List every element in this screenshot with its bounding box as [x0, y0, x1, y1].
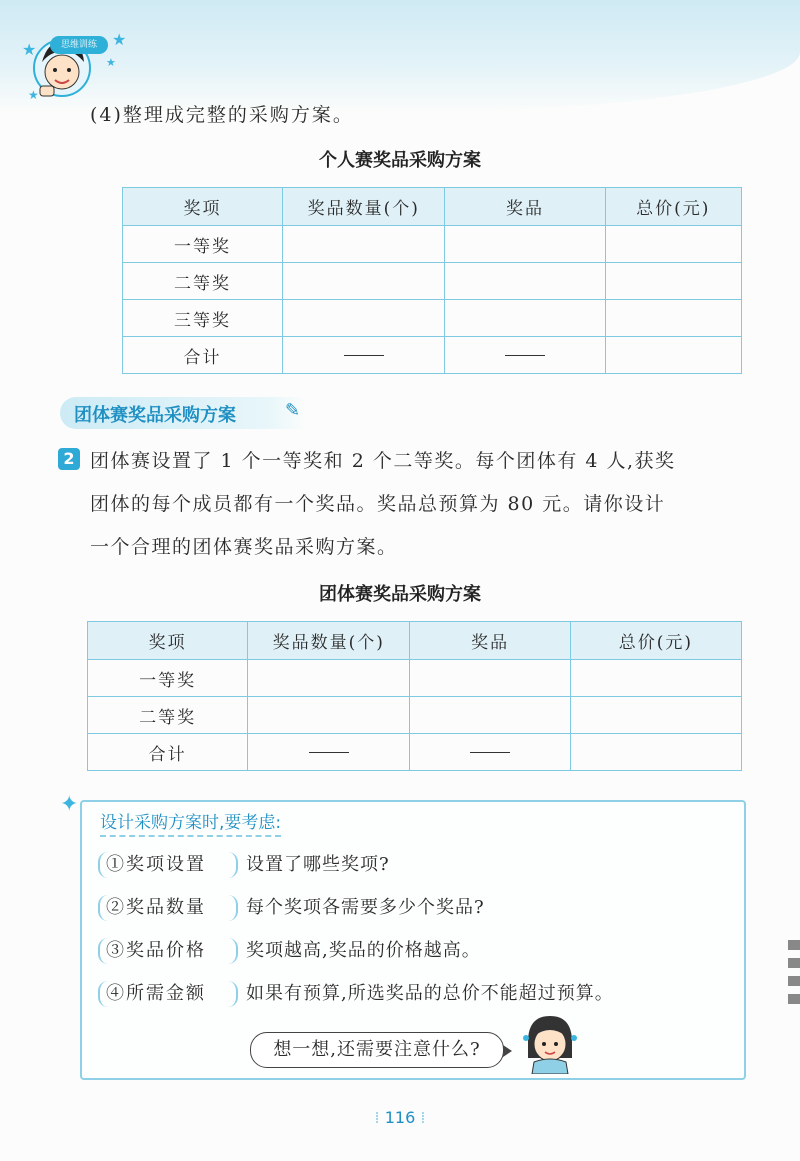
star-icon: ★: [28, 88, 39, 102]
quantity-input-cell[interactable]: [248, 697, 410, 734]
table-row: [123, 226, 742, 263]
step-text: (4)整理成完整的采购方案。: [90, 104, 354, 126]
column-header: 奖项: [88, 622, 248, 660]
question-text-line: 团体的每个成员都有一个奖品。奖品总预算为 80 元。请你设计: [90, 493, 666, 515]
award-cell: 二等奖: [123, 263, 283, 300]
total-input-cell[interactable]: [605, 263, 741, 300]
dash-line: [344, 355, 384, 356]
table-row: [88, 697, 742, 734]
column-header: 奖品数量(个): [283, 188, 445, 226]
tip-key: ①奖项设置: [98, 852, 238, 878]
tip-key: ④所需金额: [98, 981, 238, 1007]
tip-value: 如果有预算,所选奖品的总价不能超过预算。: [246, 983, 614, 1004]
prize-input-cell[interactable]: [445, 226, 605, 263]
total-input-cell[interactable]: [570, 697, 741, 734]
tip-key: ③奖品价格: [98, 938, 238, 964]
quantity-input-cell[interactable]: [283, 226, 445, 263]
column-header: 总价(元): [605, 188, 741, 226]
speech-bubble: 想一想,还需要注意什么?: [250, 1032, 504, 1068]
award-cell: 三等奖: [123, 300, 283, 337]
girl-illustration: [520, 1012, 580, 1074]
page-number-deco-icon: ⁞: [415, 1108, 426, 1127]
question-text-line: 一个合理的团体赛奖品采购方案。: [90, 536, 398, 558]
column-header: 奖品: [445, 188, 605, 226]
tip-value: 每个奖项各需要多少个奖品?: [246, 897, 485, 918]
total-input-cell[interactable]: [570, 660, 741, 697]
question-text-line: 团体赛设置了 1 个一等奖和 2 个二等奖。每个团体有 4 人,获奖: [90, 450, 676, 472]
award-cell: 合计: [88, 734, 248, 771]
table-row: [88, 660, 742, 697]
table-row-total: [88, 734, 742, 771]
tip-value: 设置了哪些奖项?: [246, 854, 390, 875]
prize-input-cell[interactable]: [410, 660, 570, 697]
individual-plan-table: [122, 187, 742, 374]
dash-line: [505, 355, 545, 356]
table-row: [123, 300, 742, 337]
quantity-input-cell[interactable]: [248, 660, 410, 697]
table-header-row: [88, 622, 742, 660]
award-cell: 合计: [123, 337, 283, 374]
edge-tab: [788, 994, 800, 1004]
total-input-cell[interactable]: [570, 734, 741, 771]
dash-cell: [248, 734, 410, 771]
individual-table-title: 个人赛奖品采购方案: [319, 150, 481, 171]
award-cell: 二等奖: [88, 697, 248, 734]
star-icon: ★: [22, 40, 37, 59]
table-row: [123, 263, 742, 300]
star-icon: ★: [106, 56, 116, 69]
prize-input-cell[interactable]: [445, 300, 605, 337]
total-input-cell[interactable]: [605, 300, 741, 337]
tip-key: ②奖品数量: [98, 895, 238, 921]
dash-cell: [445, 337, 605, 374]
column-header: 奖项: [123, 188, 283, 226]
table-row-total: [123, 337, 742, 374]
edge-tab: [788, 976, 800, 986]
team-plan-table: [87, 621, 742, 771]
dash-line: [470, 752, 510, 753]
edge-tab: [788, 958, 800, 968]
column-header: 奖品: [410, 622, 570, 660]
lightbulb-icon: ✦: [60, 792, 79, 817]
column-header: 总价(元): [570, 622, 741, 660]
dash-cell: [410, 734, 570, 771]
quantity-input-cell[interactable]: [283, 300, 445, 337]
award-cell: 一等奖: [123, 226, 283, 263]
mascot-badge: 思维训练: [50, 36, 108, 54]
dash-cell: [283, 337, 445, 374]
quantity-input-cell[interactable]: [283, 263, 445, 300]
page-number: [0, 1108, 800, 1127]
tip-value: 奖项越高,奖品的价格越高。: [246, 940, 481, 961]
page-number-deco-icon: ⁞: [374, 1108, 385, 1127]
section-title: 团体赛奖品采购方案: [74, 405, 236, 426]
tips-box: [60, 792, 746, 1080]
total-input-cell[interactable]: [605, 337, 741, 374]
total-input-cell[interactable]: [605, 226, 741, 263]
tips-heading: 设计采购方案时,要考虑:: [100, 808, 281, 837]
section-title-tab: [60, 397, 305, 429]
column-header: 奖品数量(个): [248, 622, 410, 660]
dash-line: [309, 752, 349, 753]
table-header-row: [123, 188, 742, 226]
pencil-icon: ✎: [285, 400, 301, 421]
star-icon: ★: [112, 30, 127, 49]
edge-tab: [788, 940, 800, 950]
award-cell: 一等奖: [88, 660, 248, 697]
question-number-badge: 2: [58, 448, 80, 470]
team-table-title: 团体赛奖品采购方案: [319, 584, 481, 605]
prize-input-cell[interactable]: [445, 263, 605, 300]
header-band: [0, 0, 800, 112]
prize-input-cell[interactable]: [410, 697, 570, 734]
page-number-value: 116: [384, 1108, 416, 1127]
